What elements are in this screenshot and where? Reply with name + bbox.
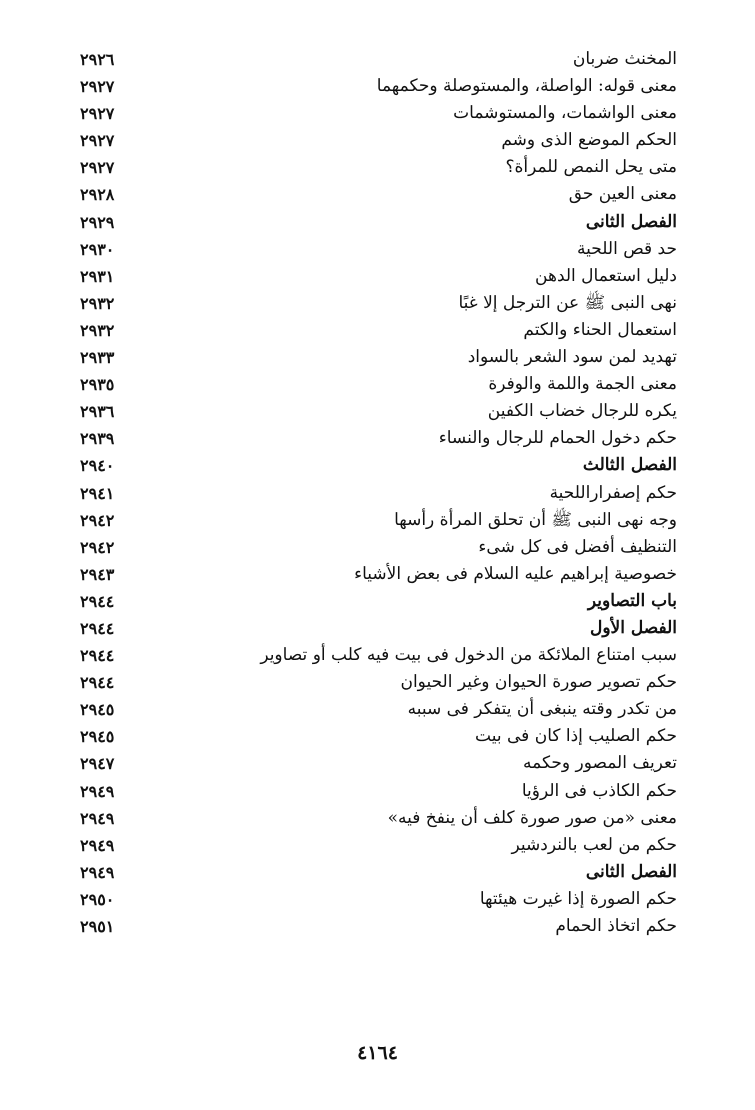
toc-entry-page-number: ٢٩٤٩ [80, 781, 115, 801]
toc-entry-page-number: ٢٩٢٨ [80, 185, 115, 205]
toc-entry-title: حكم الصورة إذا غيرت هيئتها [479, 888, 677, 909]
toc-entry-title: متى يحل النمص للمرأة؟ [505, 157, 677, 178]
toc-entry-page-number: ٢٩٤٩ [80, 835, 115, 855]
toc-entry [0, 73, 755, 100]
toc-entry [0, 100, 755, 127]
toc-entry [0, 317, 755, 344]
toc-entry-page-number: ٢٩٥١ [80, 917, 115, 936]
toc-section-heading [0, 588, 755, 615]
toc-entry-title: حكم الصليب إذا كان فى بيت [475, 726, 677, 747]
toc-entry-title: الحكم الموضع الذى وشم [501, 130, 677, 151]
toc-entry-title: باب التصاوير [587, 590, 677, 611]
toc-entry-page-number: ٢٩٢٩ [80, 212, 115, 232]
toc-entry-page-number: ٢٩٣٥ [80, 375, 115, 395]
toc-entry [0, 154, 755, 181]
toc-entry [0, 344, 755, 371]
toc-entry-page-number: ٢٩٢٧ [80, 158, 115, 178]
toc-entry-page-number: ٢٩٤١ [80, 483, 115, 503]
toc-entry-page-number: ٢٩٥٠ [80, 889, 115, 909]
toc-entry-page-number: ٢٩٢٦ [80, 50, 115, 69]
toc-entry-page-number: ٢٩٤٠ [80, 456, 115, 476]
toc-entry [0, 778, 755, 805]
toc-entry [0, 750, 755, 777]
toc-entry-page-number: ٢٩٤٤ [80, 646, 115, 666]
toc-entry [0, 723, 755, 750]
toc-entry [0, 913, 755, 940]
table-of-contents [0, 46, 755, 940]
toc-entry [0, 832, 755, 859]
toc-entry [0, 534, 755, 561]
toc-entry [0, 669, 755, 696]
toc-section-heading [0, 859, 755, 886]
toc-entry [0, 561, 755, 588]
toc-entry-page-number: ٢٩٣٩ [80, 429, 115, 449]
toc-entry-title: حكم من لعب بالنردشير [511, 834, 677, 855]
toc-entry-page-number: ٢٩٤٤ [80, 618, 115, 638]
toc-entry-title: معنى الجمة واللمة والوفرة [488, 374, 677, 395]
toc-entry-title: الفصل الثانى [585, 861, 677, 882]
toc-entry [0, 236, 755, 263]
toc-entry [0, 290, 755, 317]
toc-entry [0, 642, 755, 669]
toc-entry-title: حكم تصوير صورة الحيوان وغير الحيوان [400, 672, 677, 693]
page-number: ٤١٦٤ [357, 1042, 398, 1064]
toc-entry-page-number: ٢٩٤٥ [80, 727, 115, 747]
toc-entry [0, 805, 755, 832]
toc-entry-title: تعريف المصور وحكمه [523, 753, 677, 774]
toc-entry-title: حد قص اللحية [577, 238, 677, 259]
toc-entry [0, 127, 755, 154]
toc-entry [0, 425, 755, 452]
toc-entry-page-number: ٢٩٤٤ [80, 673, 115, 693]
toc-section-heading [0, 209, 755, 236]
toc-entry-title: معنى العين حق [568, 184, 677, 205]
toc-entry [0, 696, 755, 723]
toc-entry-title: خصوصية إبراهيم عليه السلام فى بعض الأشياء [354, 563, 677, 584]
toc-entry-title: حكم الكاذب فى الرؤيا [521, 780, 677, 801]
toc-section-heading [0, 452, 755, 479]
toc-entry-page-number: ٢٩٤٢ [80, 537, 115, 557]
toc-entry-page-number: ٢٩٣٢ [80, 293, 115, 313]
toc-entry-title: من تكدر وقته ينبغى أن يتفكر فى سببه [407, 699, 677, 720]
toc-entry-page-number: ٢٩٤٢ [80, 510, 115, 530]
toc-entry-title: يكره للرجال خضاب الكفين [487, 401, 677, 422]
toc-entry [0, 263, 755, 290]
toc-entry-page-number: ٢٩٢٧ [80, 104, 115, 124]
toc-entry-page-number: ٢٩٣٦ [80, 402, 115, 422]
toc-entry-title: التنظيف أفضل فى كل شىء [478, 536, 677, 557]
toc-entry-title: معنى الواشمات، والمستوشمات [453, 103, 677, 124]
toc-entry-title: حكم دخول الحمام للرجال والنساء [438, 428, 677, 449]
toc-entry [0, 181, 755, 208]
toc-entry-page-number: ٢٩٣٠ [80, 239, 115, 259]
toc-entry [0, 507, 755, 534]
toc-entry-title: حكم اتخاذ الحمام [555, 916, 677, 936]
toc-entry-page-number: ٢٩٢٧ [80, 131, 115, 151]
toc-entry-title: تهديد لمن سود الشعر بالسواد [467, 347, 677, 368]
toc-entry [0, 371, 755, 398]
toc-entry-page-number: ٢٩٢٧ [80, 77, 115, 97]
toc-entry-page-number: ٢٩٤٩ [80, 862, 115, 882]
toc-entry-title: نهى النبى ﷺ عن الترجل إلا غبًا [458, 292, 677, 313]
toc-entry-title: استعمال الحناء والكتم [523, 319, 677, 340]
toc-entry-page-number: ٢٩٣٢ [80, 320, 115, 340]
toc-entry-page-number: ٢٩٤٣ [80, 564, 115, 584]
toc-entry [0, 886, 755, 913]
toc-entry-title: حكم إصفراراللحية [549, 482, 677, 503]
toc-entry [0, 46, 755, 73]
toc-entry-title: الفصل الثانى [585, 211, 677, 232]
toc-entry-title: دليل استعمال الدهن [535, 265, 677, 286]
toc-entry [0, 398, 755, 425]
toc-entry-page-number: ٢٩٤٧ [80, 754, 115, 774]
toc-entry-page-number: ٢٩٤٤ [80, 591, 115, 611]
toc-section-heading [0, 615, 755, 642]
toc-entry-page-number: ٢٩٤٥ [80, 700, 115, 720]
toc-entry-page-number: ٢٩٤٩ [80, 808, 115, 828]
toc-entry-title: وجه نهى النبى ﷺ أن تحلق المرأة رأسها [394, 509, 677, 530]
toc-entry-title: الفصل الثالث [582, 455, 677, 476]
toc-entry-title: الفصل الأول [589, 617, 677, 638]
toc-entry-title: معنى «من صور صورة كلف أن ينفخ فيه» [387, 807, 677, 828]
toc-entry-page-number: ٢٩٣١ [80, 266, 115, 286]
toc-entry-title: المخنث ضربان [572, 49, 677, 69]
toc-entry-title: سبب امتناع الملائكة من الدخول فى بيت فيه كلب أو تصاوير [260, 645, 677, 666]
toc-entry [0, 480, 755, 507]
toc-entry-title: معنى قوله: الواصلة، والمستوصلة وحكمهما [376, 76, 677, 97]
toc-entry-page-number: ٢٩٣٣ [80, 348, 115, 368]
